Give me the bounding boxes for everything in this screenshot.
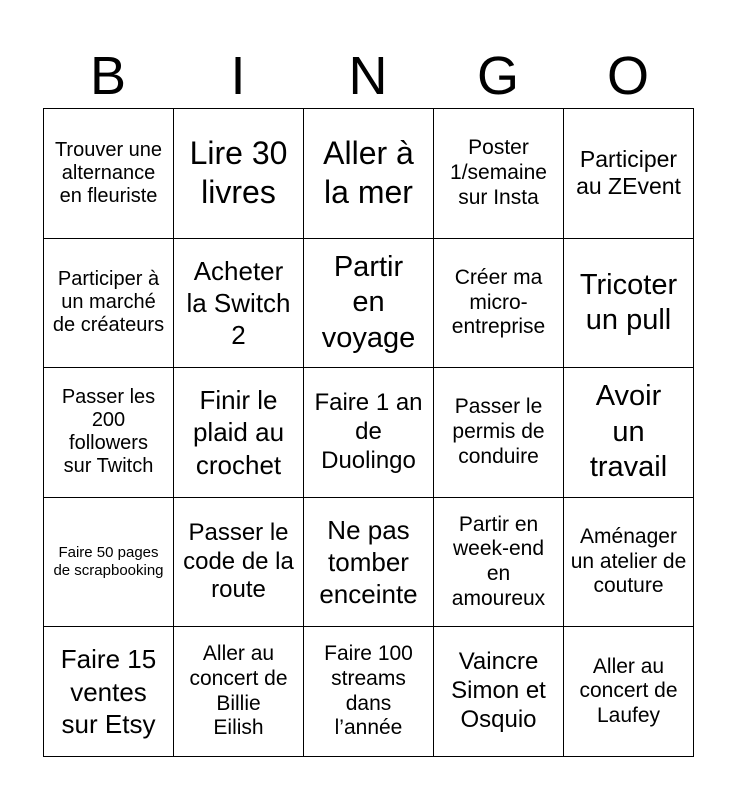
cell-text: Aller au concert de Billie Eilish [189,642,288,740]
bingo-cell-r4-c1[interactable] [44,498,174,628]
cell-text: Participer à un marché de créateurs [52,268,165,337]
bingo-cell-r3-c3[interactable] [304,368,434,498]
cell-text: Passer le code de la route [183,518,294,604]
cell-text: Participer au ZEvent [576,146,681,200]
bingo-cell-r2-c5[interactable] [564,239,694,369]
header-letter-n: N [348,46,388,106]
cell-text: Ne pas tomber enceinte [319,514,418,610]
bingo-cell-r4-c3[interactable] [304,498,434,628]
cell-text: Passer les 200 followers sur Twitch [61,386,156,478]
bingo-cell-r5-c2[interactable] [174,627,304,757]
cell-text: Tricoter un pull [579,268,678,336]
header-letter-g: G [476,46,519,106]
bingo-cell-r1-c2[interactable] [174,109,304,239]
bingo-cell-r1-c5[interactable] [564,109,694,239]
cell-text: Faire 15 ventes sur Etsy [60,644,157,739]
bingo-cell-r3-c1[interactable] [44,368,174,498]
cell-text: Acheter la Switch 2 [186,255,291,350]
header-letter-i: I [230,46,246,106]
bingo-header [43,40,693,108]
cell-text: Faire 1 an de Duolingo [314,389,423,474]
bingo-cell-r3-c2[interactable] [174,368,304,498]
cell-text: Faire 100 streams dans l’année [324,642,413,740]
bingo-cell-r5-c4[interactable] [434,627,564,757]
cell-text: Aménager un atelier de couture [570,524,687,598]
bingo-cell-r5-c3[interactable] [304,627,434,757]
bingo-cell-r5-c1[interactable] [44,627,174,757]
bingo-cell-r1-c1[interactable] [44,109,174,239]
cell-text: Partir en voyage [321,250,416,354]
cell-text: Aller au concert de Laufey [579,654,678,728]
bingo-cell-r5-c5[interactable] [564,627,694,757]
bingo-cell-r1-c4[interactable] [434,109,564,239]
bingo-cell-r2-c2[interactable] [174,239,304,369]
header-letter-o: O [606,46,649,106]
bingo-cell-r2-c4[interactable] [434,239,564,369]
bingo-cell-r3-c4[interactable] [434,368,564,498]
cell-text: Vaincre Simon et Osquio [451,648,546,734]
bingo-cell-r2-c1[interactable] [44,239,174,369]
cell-text: Aller à la mer [323,135,414,211]
bingo-cell-r4-c5[interactable] [564,498,694,628]
cell-text: Trouver une alternance en fleuriste [54,138,163,207]
cell-text: Avoir un travail [589,380,668,484]
bingo-board [43,108,694,757]
cell-text: Finir le plaid au crochet [192,385,285,480]
bingo-cell-r1-c3[interactable] [304,109,434,239]
cell-text: Lire 30 livres [189,135,288,211]
cell-text: Faire 50 pages de scrapbooking [53,543,164,580]
bingo-cell-r3-c5[interactable] [564,368,694,498]
bingo-cell-r4-c4[interactable] [434,498,564,628]
header-letter-b: B [89,46,127,106]
cell-text: Partir en week-end en amoureux [451,512,546,610]
cell-text: Passer le permis de conduire [452,395,545,468]
bingo-cell-r4-c2[interactable] [174,498,304,628]
cell-text: Créer ma micro-entreprise [451,265,546,339]
bingo-cell-r2-c3[interactable] [304,239,434,369]
cell-text: Poster 1/semaine sur Insta [450,136,547,209]
